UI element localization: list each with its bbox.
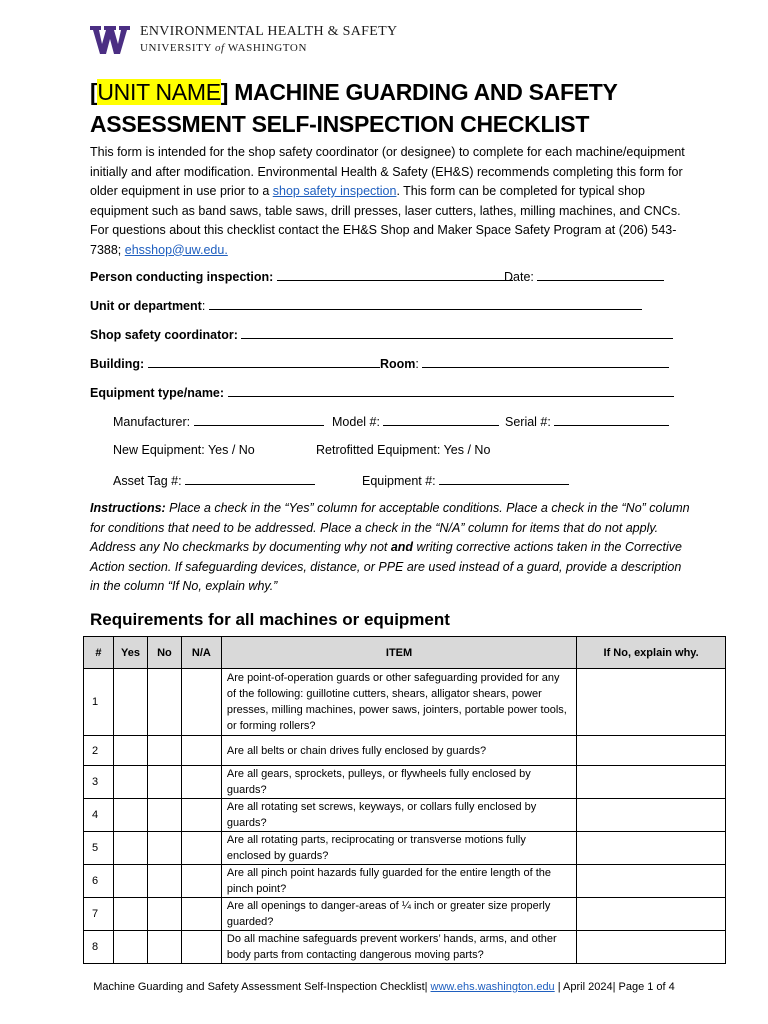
equipment-number-field: Equipment #:	[362, 472, 569, 488]
col-header-explain: If No, explain why.	[577, 637, 726, 669]
table-row	[84, 736, 726, 766]
item-text: Are all gears, sprockets, pulleys, or flywheels fully enclosed by guards?	[221, 766, 576, 799]
model-field: Model #:	[332, 413, 499, 429]
table-header-row	[84, 637, 726, 669]
explain-cell[interactable]	[577, 865, 726, 898]
table-row	[84, 832, 726, 865]
yes-cell[interactable]	[113, 898, 147, 931]
new-equipment-field[interactable]: New Equipment: Yes / No	[113, 443, 255, 457]
manufacturer-input-line[interactable]	[194, 413, 324, 426]
requirements-table	[83, 636, 726, 964]
item-text: Are point-of-operation guards or other safeguarding provided for any of the following: guillotine cutters, shears, alligator shears, power presses, milling machines, power saws, jointers, portable power tools, or forming rollers?	[221, 669, 576, 736]
coordinator-field: Shop safety coordinator:	[90, 326, 673, 342]
item-text: Are all rotating parts, reciprocating or transverse motions fully enclosed by guards?	[221, 832, 576, 865]
serial-field: Serial #:	[505, 413, 669, 429]
row-number: 3	[84, 766, 114, 799]
date-input-line[interactable]	[537, 268, 664, 281]
na-cell[interactable]	[181, 766, 221, 799]
table-row	[84, 766, 726, 799]
table-row	[84, 931, 726, 964]
coordinator-input-line[interactable]	[241, 326, 673, 339]
na-cell[interactable]	[181, 898, 221, 931]
room-input-line[interactable]	[422, 355, 669, 368]
uw-logo	[90, 24, 130, 56]
table-row	[84, 669, 726, 736]
room-field: Room:	[380, 355, 669, 371]
no-cell[interactable]	[147, 669, 181, 736]
retrofitted-field[interactable]: Retrofitted Equipment: Yes / No	[316, 443, 491, 457]
row-number: 1	[84, 669, 114, 736]
instructions-paragraph: Instructions: Place a check in the “Yes” column for acceptable conditions. Place a check in the “No” column for conditions that need to be addressed. Place a check in the “N/A” column for items that do not apply. Address any No checkmarks by documenting why not and writing corrective actions taken in the Corrective Action section. If safeguarding devices, distance, or PPE are used instead of a guard, provide a description in the column “If No, explain why.”	[90, 501, 690, 593]
yes-cell[interactable]	[113, 766, 147, 799]
shop-safety-inspection-link[interactable]: shop safety inspection	[272, 184, 397, 198]
no-cell[interactable]	[147, 799, 181, 832]
equipment-field: Equipment type/name:	[90, 384, 674, 400]
yes-cell[interactable]	[113, 736, 147, 766]
col-header-na: N/A	[181, 637, 221, 669]
page-footer: Machine Guarding and Safety Assessment Self-Inspection Checklist| www.ehs.washington.edu | April 2024| Page 1 of 4	[93, 981, 675, 993]
no-cell[interactable]	[147, 898, 181, 931]
section-heading: Requirements for all machines or equipment	[90, 610, 450, 629]
na-cell[interactable]	[181, 669, 221, 736]
row-number: 6	[84, 865, 114, 898]
item-text: Are all openings to danger-areas of ¼ inch or greater size properly guarded?	[221, 898, 576, 931]
building-field: Building:	[90, 355, 380, 371]
no-cell[interactable]	[147, 865, 181, 898]
na-cell[interactable]	[181, 736, 221, 766]
equipment-input-line[interactable]	[228, 384, 674, 397]
row-number: 2	[84, 736, 114, 766]
col-header-number: #	[84, 637, 114, 669]
item-text: Are all belts or chain drives fully enclosed by guards?	[221, 736, 576, 766]
ehs-website-link[interactable]: www.ehs.washington.edu	[430, 981, 555, 993]
item-text: Are all pinch point hazards fully guarded for the entire length of the pinch point?	[221, 865, 576, 898]
page-title: [UNIT NAME] MACHINE GUARDING AND SAFETY ASSESSMENT SELF-INSPECTION CHECKLIST	[90, 79, 618, 137]
row-number: 7	[84, 898, 114, 931]
no-cell[interactable]	[147, 931, 181, 964]
explain-cell[interactable]	[577, 799, 726, 832]
manufacturer-field: Manufacturer:	[113, 413, 324, 429]
equipment-number-input-line[interactable]	[439, 472, 569, 485]
item-text: Do all machine safeguards prevent workers’ hands, arms, and other body parts from contacting dangerous moving parts?	[221, 931, 576, 964]
explain-cell[interactable]	[577, 669, 726, 736]
university-name: UNIVERSITY of WASHINGTON	[140, 42, 308, 54]
row-number: 4	[84, 799, 114, 832]
yes-cell[interactable]	[113, 669, 147, 736]
person-input-line[interactable]	[277, 268, 513, 281]
yes-cell[interactable]	[113, 931, 147, 964]
yes-cell[interactable]	[113, 799, 147, 832]
intro-paragraph: This form is intended for the shop safety coordinator (or designee) to complete for each machine/equipment initially and after modification. Environmental Health & Safety (EH&S) recommends completing this form for older equipment in use prior to a shop safety inspection. This form can be completed for typical shop equipment such as band saws, table saws, drill presses, laser cutters, lathes, milling machines, and CNCs. For questions about this checklist contact the EH&S Shop and Maker Space Safety Program at (206) 543-7388; ehsshop@uw.edu.	[90, 145, 685, 257]
asset-tag-input-line[interactable]	[185, 472, 315, 485]
row-number: 8	[84, 931, 114, 964]
serial-input-line[interactable]	[554, 413, 669, 426]
no-cell[interactable]	[147, 766, 181, 799]
unit-field: Unit or department:	[90, 297, 642, 313]
row-number: 5	[84, 832, 114, 865]
asset-tag-field: Asset Tag #:	[113, 472, 315, 488]
no-cell[interactable]	[147, 832, 181, 865]
item-text: Are all rotating set screws, keyways, or collars fully enclosed by guards?	[221, 799, 576, 832]
org-name: ENVIRONMENTAL HEALTH & SAFETY	[140, 24, 398, 39]
unit-input-line[interactable]	[209, 297, 642, 310]
model-input-line[interactable]	[383, 413, 499, 426]
na-cell[interactable]	[181, 931, 221, 964]
explain-cell[interactable]	[577, 832, 726, 865]
explain-cell[interactable]	[577, 898, 726, 931]
explain-cell[interactable]	[577, 766, 726, 799]
ehsshop-email-link[interactable]: ehsshop@uw.edu.	[124, 242, 228, 257]
col-header-item: ITEM	[221, 637, 576, 669]
na-cell[interactable]	[181, 832, 221, 865]
yes-cell[interactable]	[113, 865, 147, 898]
unit-name-placeholder: UNIT NAME	[97, 79, 221, 105]
person-field: Person conducting inspection:	[90, 268, 513, 284]
na-cell[interactable]	[181, 799, 221, 832]
explain-cell[interactable]	[577, 931, 726, 964]
table-row	[84, 865, 726, 898]
col-header-no: No	[147, 637, 181, 669]
building-input-line[interactable]	[148, 355, 380, 368]
yes-cell[interactable]	[113, 832, 147, 865]
col-header-yes: Yes	[113, 637, 147, 669]
no-cell[interactable]	[147, 736, 181, 766]
explain-cell[interactable]	[577, 736, 726, 766]
na-cell[interactable]	[181, 865, 221, 898]
date-field: Date:	[504, 268, 664, 284]
table-row	[84, 799, 726, 832]
table-row	[84, 898, 726, 931]
